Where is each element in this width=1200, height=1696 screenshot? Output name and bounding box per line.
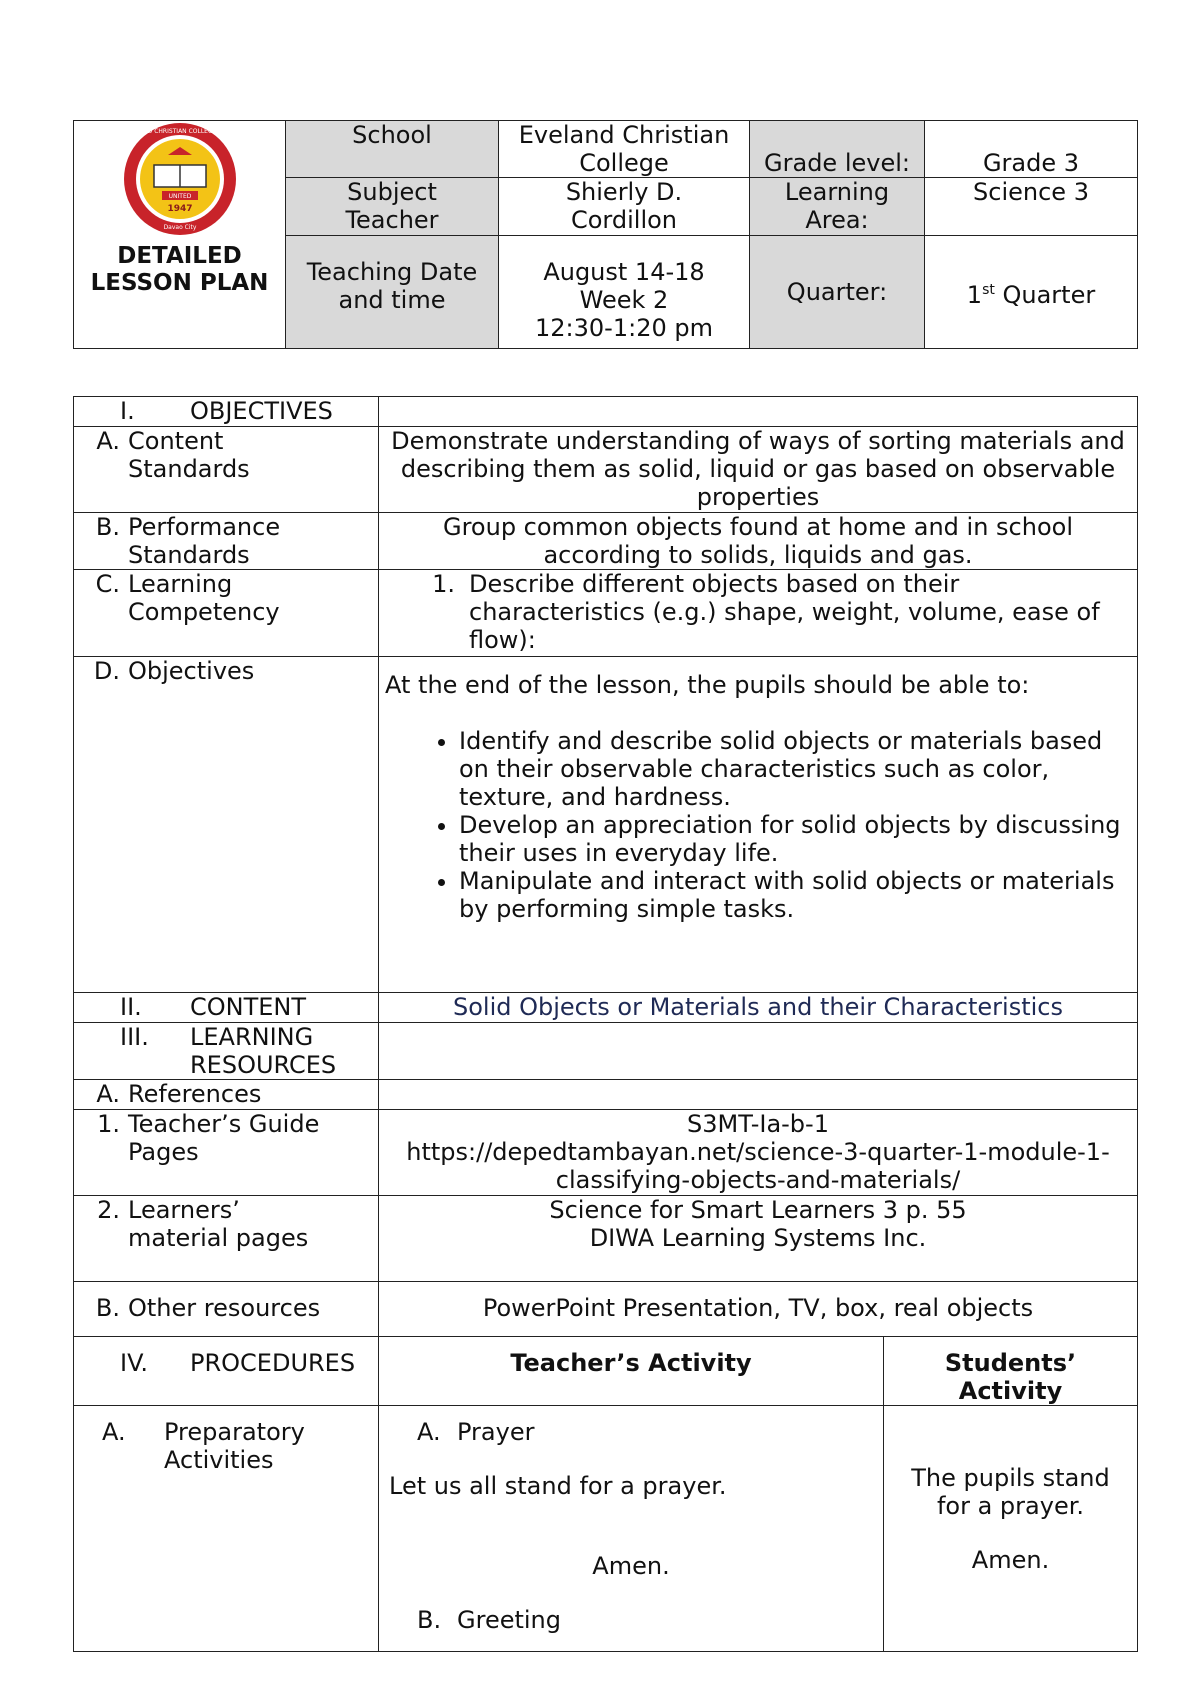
objectives-detail-row: D. Objectives At the end of the lesson, the pupils should be able to: • Identify and describe solid objects or materials based on their observable characteristics such as color, texture, and hardness. • Develop an appreciation for solid objects by discussing their uses in everyday life. • Manipulate and interact with solid objects or materials by performing simple tasks.	[74, 657, 1138, 993]
objective-item: • Manipulate and interact with solid objects or materials by performing simple tasks.	[459, 867, 1131, 923]
preparatory-activities-row: A. Preparatory Activities A. Prayer Let us all stand for a prayer. Amen. B. Greeting The pupils stand for a prayer. Amen.	[74, 1406, 1138, 1652]
objectives-row: I. OBJECTIVES	[74, 397, 1138, 427]
learning-resources-row: III. LEARNING RESOURCES	[74, 1023, 1138, 1080]
logo-year-text: 1947	[166, 204, 193, 214]
subject-teacher-label: Subject Teacher	[286, 178, 499, 236]
content-row: II. CONTENT Solid Objects or Materials and their Characteristics	[74, 993, 1138, 1023]
performance-standards-row: B. Performance Standards Group common objects found at home and in school according to solids, liquids and gas.	[74, 513, 1138, 570]
other-resources-row: B. Other resources PowerPoint Presentation, TV, box, real objects	[74, 1282, 1138, 1337]
header-table	[73, 120, 1138, 349]
logo-ring-text: EVELAND CHRISTIAN COLLEGE · ECCI	[123, 128, 236, 135]
subject-teacher-value: Shierly D. Cordillon	[499, 178, 750, 236]
learning-competency-row: C. Learning Competency 1. Describe different objects based on their characteristics (e.g.) shape, weight, volume, ease of flow):	[74, 570, 1138, 657]
content-standards-text: Demonstrate understanding of ways of sorting materials and describing them as solid, liquid or gas based on observable properties	[379, 427, 1138, 513]
school-value: Eveland Christian College	[499, 121, 750, 178]
teachers-guide-row: 1. Teacher’s Guide Pages S3MT-Ia-b-1 https://depedtambayan.net/science-3-quarter-1-module-1- classifying-objects-and-materials/	[74, 1110, 1138, 1196]
students-activity-header: Students’ Activity	[884, 1337, 1138, 1406]
lesson-plan-table	[73, 396, 1138, 1652]
teachers-guide-url[interactable]: https://depedtambayan.net/science-3-quarter-1-module-1-	[406, 1138, 1110, 1166]
content-standards-row: A. Content Standards Demonstrate understanding of ways of sorting materials and describing them as solid, liquid or gas based on observable properties	[74, 427, 1138, 513]
objective-item: • Identify and describe solid objects or materials based on their observable characteristics such as color, texture, and hardness.	[459, 727, 1131, 811]
objective-item: • Develop an appreciation for solid objects by discussing their uses in everyday life.	[459, 811, 1131, 867]
teachers-activity-header: Teacher’s Activity	[379, 1337, 884, 1406]
performance-standards-text: Group common objects found at home and in school according to solids, liquids and gas.	[379, 513, 1138, 570]
quarter-label: Quarter:	[750, 236, 925, 349]
grade-level-value: Grade 3	[925, 121, 1138, 178]
school-seal-logo	[122, 121, 238, 237]
other-resources-text: PowerPoint Presentation, TV, box, real objects	[379, 1282, 1138, 1337]
learners-material-row: 2. Learners’ material pages Science for Smart Learners 3 p. 55 DIWA Learning Systems Inc.	[74, 1196, 1138, 1282]
school-label: School	[286, 121, 499, 178]
logo-cell	[74, 121, 286, 349]
teaching-date-value: August 14-18 Week 2 12:30-1:20 pm	[499, 236, 750, 349]
learning-area-value: Science 3	[925, 178, 1138, 236]
objectives-list	[385, 727, 1131, 923]
teaching-date-label: Teaching Date and time	[286, 236, 499, 349]
content-topic: Solid Objects or Materials and their Characteristics	[379, 993, 1138, 1023]
prayer-title: Prayer	[457, 1418, 535, 1446]
procedures-header-row: IV. PROCEDURES Teacher’s Activity Students’ Activity	[74, 1337, 1138, 1406]
logo-ribbon-text: UNITED	[168, 193, 191, 200]
grade-level-label: Grade level:	[750, 121, 925, 178]
student-prayer-response: The pupils stand for a prayer.	[911, 1464, 1110, 1520]
teachers-guide-code: S3MT-Ia-b-1	[687, 1110, 829, 1138]
logo-place-text: Davao City	[163, 224, 196, 231]
references-row: A. References	[74, 1080, 1138, 1110]
teacher-amen: Amen.	[592, 1552, 670, 1580]
competency-text: Describe different objects based on their characteristics (e.g.) shape, weight, volume, ease of flow):	[469, 570, 1100, 654]
learners-material-publisher: DIWA Learning Systems Inc.	[589, 1224, 927, 1252]
teachers-guide-url-cont[interactable]: classifying-objects-and-materials/	[555, 1166, 961, 1194]
learners-material-book: Science for Smart Learners 3 p. 55	[549, 1196, 967, 1224]
learning-area-label: Learning Area:	[750, 178, 925, 236]
student-amen: Amen.	[971, 1546, 1050, 1574]
quarter-value: 1st Quarter	[925, 236, 1138, 349]
greeting-title: Greeting	[457, 1606, 561, 1634]
prayer-instruction: Let us all stand for a prayer.	[389, 1472, 727, 1500]
objectives-intro: At the end of the lesson, the pupils should be able to:	[385, 671, 1030, 699]
detailed-lesson-plan-title: DETAILED LESSON PLAN	[90, 243, 269, 296]
